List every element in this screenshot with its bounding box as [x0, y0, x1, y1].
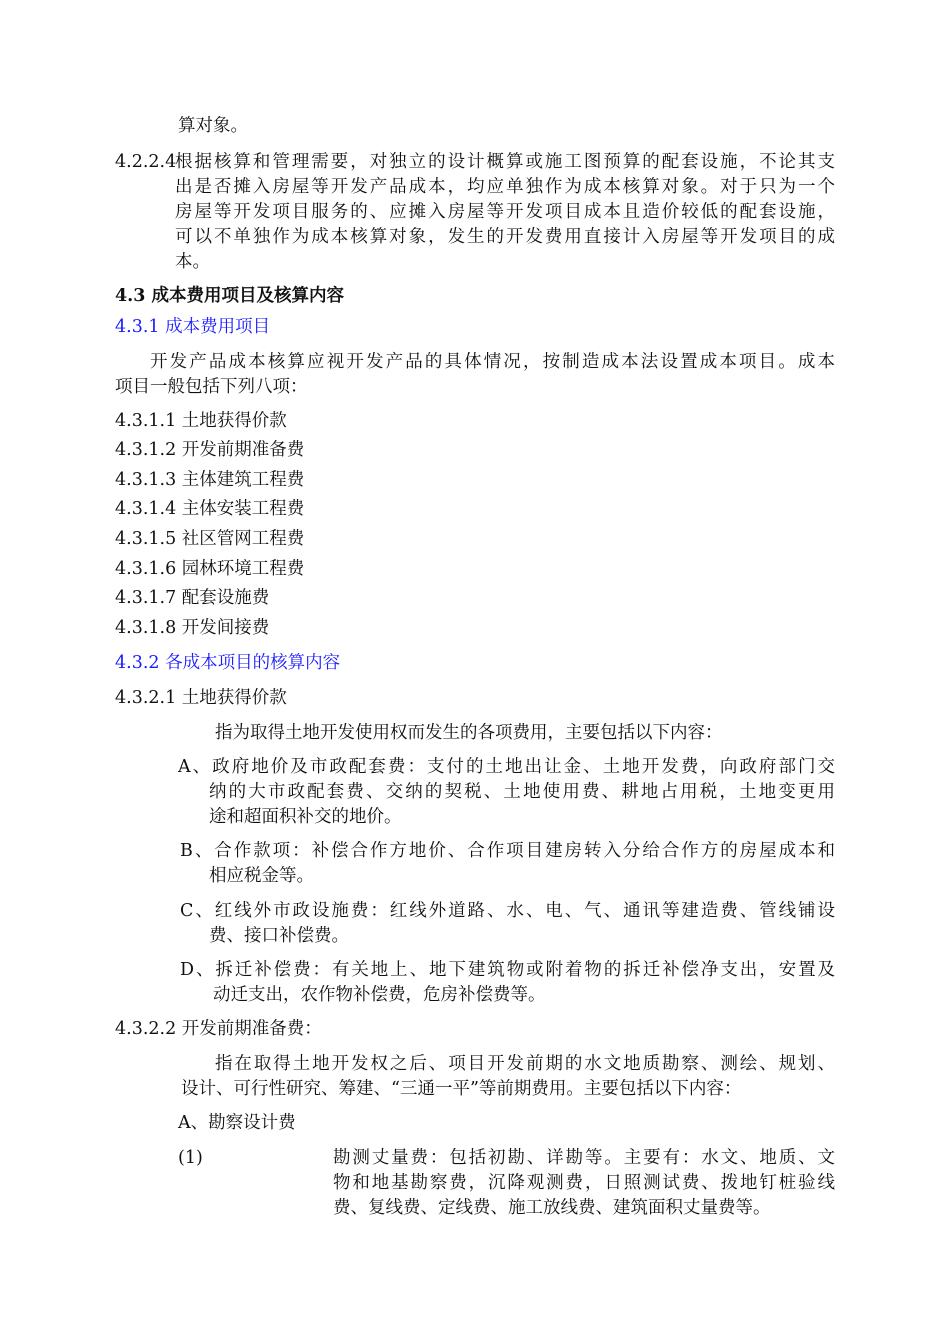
- item-line: A、政府地价及市政配套费：支付的土地出让金、土地开发费，向政府部门交: [178, 757, 835, 777]
- list-item: 4.3.1.3 主体建筑工程费: [115, 470, 305, 490]
- item-line: 物和地基勘察费，沉降观测费，日照测试费、拨地钉桩验线: [333, 1173, 835, 1193]
- item-line: A、勘察设计费: [178, 1113, 296, 1133]
- item-number: (1): [178, 1148, 203, 1168]
- clause-heading: 4.3.2.2 开发前期准备费：: [115, 1019, 322, 1039]
- list-item: 4.3.1.6 园林环境工程费: [115, 559, 305, 579]
- paragraph-line: 项目一般包括下列八项：: [115, 377, 308, 397]
- text-line: 算对象。: [178, 116, 248, 136]
- item-line: 纳的大市政配套费、交纳的契税、土地使用费、耕地占用税，土地变更用: [209, 782, 835, 802]
- subsection-heading: 4.3.2 各成本项目的核算内容: [115, 653, 341, 673]
- item-line: 途和超面积补交的地价。: [209, 807, 402, 827]
- clause-heading: 4.3.2.1 土地获得价款: [115, 688, 287, 708]
- paragraph-line: 设计、可行性研究、筹建、“三通一平”等前期费用。主要包括以下内容：: [181, 1079, 742, 1099]
- item-line: 勘测丈量费：包括初勘、详勘等。主要有：水文、地质、文: [333, 1148, 835, 1168]
- item-line: 相应税金等。: [209, 866, 314, 886]
- item-line: 费、接口补偿费。: [209, 926, 349, 946]
- section-heading: 4.3 成本费用项目及核算内容: [115, 286, 345, 306]
- text-line: 根据核算和管理需要，对独立的设计概算或施工图预算的配套设施，不论其支: [175, 152, 835, 172]
- paragraph-line: 指在取得土地开发权之后、项目开发前期的水文地质勘察、测绘、规划、: [215, 1054, 835, 1074]
- paragraph-line: 指为取得土地开发使用权而发生的各项费用，主要包括以下内容：: [215, 723, 723, 743]
- text-line: 房屋等开发项目服务的、应摊入房屋等开发项目成本且造价较低的配套设施，: [175, 202, 835, 222]
- item-line: C、红线外市政设施费：红线外道路、水、电、气、通讯等建造费、管线铺设: [180, 901, 835, 921]
- paragraph-line: 开发产品成本核算应视开发产品的具体情况，按制造成本法设置成本项目。成本: [150, 352, 835, 372]
- list-item: 4.3.1.5 社区管网工程费: [115, 529, 305, 549]
- text-line: 本。: [175, 252, 210, 272]
- list-item: 4.3.1.7 配套设施费: [115, 588, 270, 608]
- list-item: 4.3.1.2 开发前期准备费: [115, 440, 305, 460]
- item-line: D、拆迁补偿费：有关地上、地下建筑物或附着物的拆迁补偿净支出，安置及: [180, 960, 835, 980]
- list-item: 4.3.1.4 主体安装工程费: [115, 499, 305, 519]
- item-line: 动迁支出，农作物补偿费，危房补偿费等。: [213, 985, 546, 1005]
- item-line: 费、复线费、定线费、施工放线费、建筑面积丈量费等。: [333, 1198, 771, 1218]
- text-line: 可以不单独作为成本核算对象，发生的开发费用直接计入房屋等开发项目的成: [175, 227, 835, 247]
- item-line: B、合作款项：补偿合作方地价、合作项目建房转入分给合作方的房屋成本和: [180, 841, 835, 861]
- text-line: 出是否摊入房屋等开发产品成本，均应单独作为成本核算对象。对于只为一个: [175, 177, 835, 197]
- list-item: 4.3.1.8 开发间接费: [115, 618, 270, 638]
- list-item: 4.3.1.1 土地获得价款: [115, 411, 287, 431]
- clause-number: 4.2.2.4: [115, 152, 177, 172]
- subsection-heading: 4.3.1 成本费用项目: [115, 317, 271, 337]
